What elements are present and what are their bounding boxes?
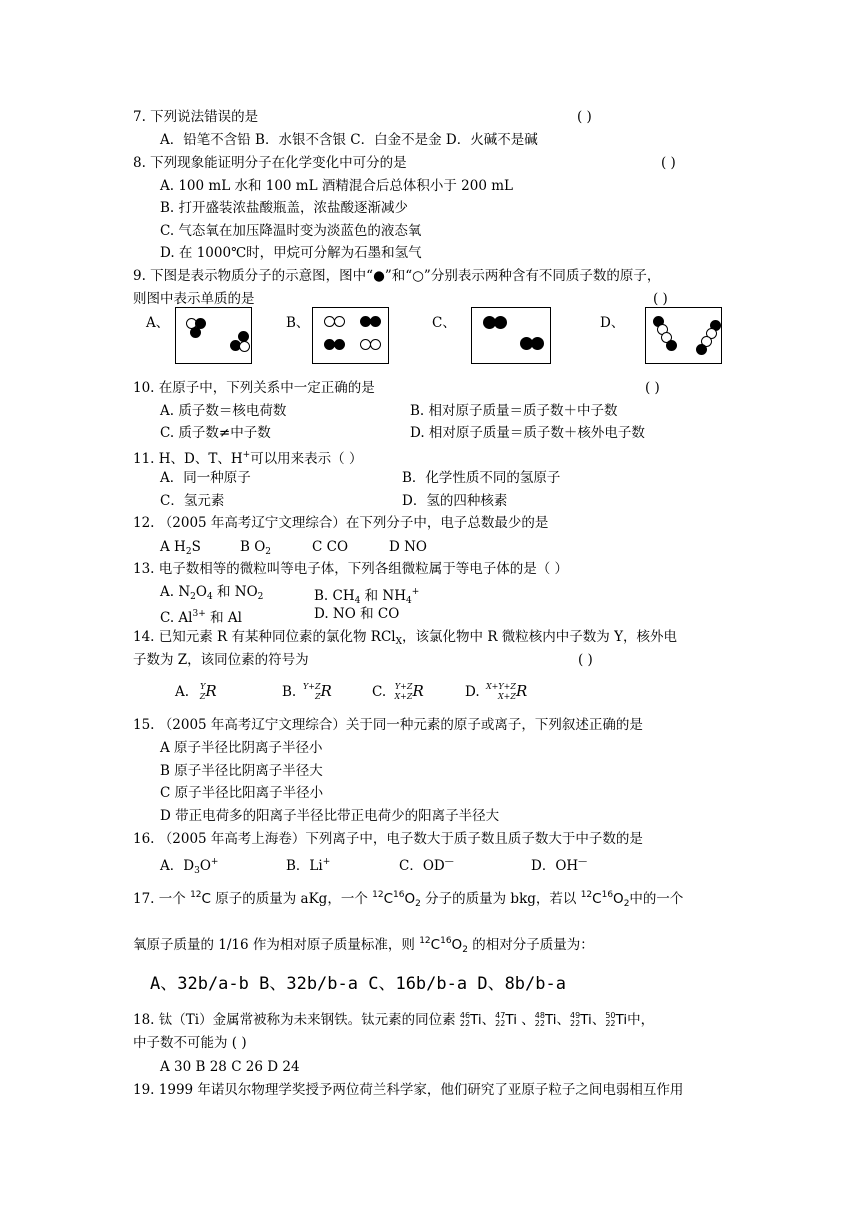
- q14-c-label: C.: [372, 684, 387, 700]
- q14-stem-line2: 子数为 Z，该同位素的符号为: [133, 652, 309, 668]
- q12-b-text: B O: [240, 539, 266, 555]
- filled-atom-icon: [494, 316, 507, 329]
- q16-option-c: [399, 853, 454, 875]
- q14-option-c: [372, 682, 424, 702]
- q16-d-sup: —: [578, 857, 588, 867]
- ti48-isotope: 48 22Ti: [534, 1011, 557, 1028]
- q17-l1-c: 分子的质量为 bkg，若以: [425, 891, 577, 907]
- q14-a-bot: Z: [199, 691, 206, 701]
- q17-l1-a: 17. 一个: [133, 891, 186, 907]
- q14-c-top: Y+Z: [394, 681, 413, 691]
- q14-a-label: A.: [175, 684, 190, 700]
- q8-option-a: A. 100 mL 水和 100 mL 酒精混合后总体积小于 200 mL: [160, 178, 513, 194]
- ti49-isotope: 49 22Ti: [570, 1011, 592, 1028]
- filled-atom-icon: [696, 344, 707, 355]
- q12-option-d: D NO: [389, 539, 427, 555]
- q13-b-sub1: 4: [354, 596, 361, 606]
- ti46-isotope: 46 22Ti: [459, 1011, 482, 1028]
- q13-option-b: B. $CH_4$ 和 $NH_4^+$: [314, 587, 420, 606]
- q8-option-d: D. 在 1000℃时，甲烷可分解为石墨和氢气: [160, 245, 422, 261]
- q14-a-top: Y: [200, 681, 206, 691]
- q14-b-scripts: [301, 681, 321, 702]
- q8-option-c: C. 气态氧在加压降温时变为淡蓝色的液态氧: [160, 223, 422, 239]
- q7-options: A．铅笔不含铅 B．水银不含银 C．白金不是金 D．火碱不是碱: [160, 132, 538, 148]
- q9-diagram-c: [471, 307, 551, 364]
- q8-stem: 8. 下列现象能证明分子在化学变化中可分的是: [133, 155, 407, 171]
- q15-stem: 15. （2005 年高考辽宁文理综合）关于同一种元素的原子或离子，下列叙述正确的是: [133, 717, 643, 733]
- q17-l1-d: 中的一个: [629, 891, 684, 907]
- q13-option-c: C. $Al^{3+}$ 和 Al: [160, 609, 242, 626]
- q12-a-post: S: [191, 539, 201, 555]
- q16-b-sup: +: [322, 857, 331, 867]
- q10-option-d: D. 相对原子质量＝质子数＋核外电子数: [410, 425, 645, 441]
- q16-d-text: D．OH: [531, 858, 579, 874]
- q13-stem: 13. 电子数相等的微粒叫等电子体，下列各组微粒属于等电子体的是（ ）: [133, 561, 569, 577]
- q9-label-a: A、: [146, 315, 170, 331]
- q13-option-a: A. $N_2O_4$ 和 $NO_2$: [160, 584, 264, 602]
- q14-d-bot: X+Z: [497, 691, 516, 701]
- q14-d-label: D.: [465, 684, 480, 700]
- q8-option-b: B. 打开盛装浓盐酸瓶盖，浓盐酸逐渐减少: [160, 200, 409, 216]
- co-molecule-symbol: $^{12}C^{16}O_2$: [580, 890, 630, 909]
- q9-label-d: D、: [600, 315, 625, 331]
- filled-atom-icon: [334, 339, 345, 350]
- q12-option-c: C CO: [312, 539, 349, 555]
- q13-b-text: B. CH: [314, 588, 355, 604]
- q11-stem-text-end: 可以用来表示（ ）: [250, 451, 363, 467]
- filled-atom-icon: [531, 337, 544, 350]
- q16-option-b: [286, 853, 330, 875]
- q18-stem-line1: 18. 钛（Ti）金属常被称为未来钢铁。钛元素的同位素 46 22Ti、47 22Ti 、48 22Ti、49 22Ti、50 22Ti中，: [133, 1011, 655, 1028]
- q14-stem-sub: X: [395, 637, 403, 647]
- q12-a-sub: 2: [185, 547, 192, 557]
- q11-stem-text: 11. H、D、T、H: [133, 451, 243, 467]
- q14-c-scripts: [390, 681, 413, 702]
- q17-l1-b: 原子的质量为 aKg，一个: [215, 891, 368, 907]
- q15-option-a: A 原子半径比阴离子半径小: [160, 740, 323, 756]
- q14-b-symbol: R: [320, 682, 332, 700]
- hollow-atom-icon: [334, 316, 345, 327]
- q14-b-label: B.: [282, 684, 297, 700]
- q14-d-top: X+Y+Z: [485, 681, 516, 691]
- q14-a-scripts: [193, 681, 206, 702]
- q9-stem-line2: 则图中表示单质的是: [133, 291, 255, 307]
- filled-atom-icon: [370, 316, 381, 327]
- q14-a-symbol: R: [205, 682, 217, 700]
- ti47-isotope: 47 22Ti: [495, 1011, 517, 1028]
- q16-a-text: A．D: [160, 858, 195, 874]
- q18-options: A 30 B 28 C 26 D 24: [160, 1059, 300, 1075]
- q17-line1: [133, 886, 683, 913]
- q8-answer-paren: ( ): [661, 155, 676, 171]
- q9-label-c: C、: [432, 315, 456, 331]
- q14-c-symbol: R: [412, 682, 424, 700]
- q7-stem: 7. 下列说法错误的是: [133, 109, 259, 125]
- q13-option-d: D. NO 和 CO: [314, 606, 400, 622]
- q18-answer-paren: ( ): [231, 1035, 247, 1051]
- q13-c-text: C. Al: [160, 610, 193, 626]
- q14-c-bot: X+Z: [394, 691, 413, 701]
- q16-c-sup: —: [444, 857, 454, 867]
- q18-stem-b: 中，: [627, 1012, 655, 1028]
- q9-diagram-d: [645, 307, 722, 364]
- q17-l2-a: 氧原子质量的 1/16 作为相对原子质量标准，则: [133, 937, 415, 953]
- q14-option-d: [465, 682, 527, 702]
- c12-symbol: $^{12}$C: [190, 890, 211, 907]
- q14-stem-text: 14. 已知元素 R 有某种同位素的氯化物 RCl: [133, 629, 396, 645]
- q13-b-sup: +: [411, 587, 420, 597]
- q11-option-b: B．化学性质不同的氢原子: [402, 470, 561, 486]
- q9-stem-line1: 9. 下图是表示物质分子的示意图，图中“●”和“○”分别表示两种含有不同质子数的原子，: [133, 268, 661, 284]
- q14-option-b: [282, 682, 332, 702]
- q9-answer-paren: ( ): [653, 291, 668, 307]
- q15-option-b: B 原子半径比阴离子半径大: [160, 763, 323, 779]
- q16-option-d: [531, 853, 587, 875]
- q19-stem: 19. 1999 年诺贝尔物理学奖授予两位荷兰科学家，他们研究了亚原子粒子之间电弱相互作用: [133, 1082, 684, 1098]
- q12-option-a: [160, 538, 201, 561]
- q15-option-c: C 原子半径比阳离子半径小: [160, 785, 324, 801]
- co-molecule-symbol: $^{12}C^{16}O_2$: [372, 890, 421, 909]
- q14-b-bot: Z: [314, 691, 321, 701]
- q16-b-text: B．Li: [286, 858, 323, 874]
- q13-a-sub1: 2: [190, 592, 196, 602]
- q16-option-a: A．$D_3O^+$: [160, 857, 219, 876]
- q11-stem-sup: +: [242, 450, 251, 460]
- q12-option-b: [240, 538, 271, 561]
- q13-c-sup: 3+: [192, 609, 206, 619]
- q18-stem2: 中子数不可能为: [133, 1035, 228, 1051]
- q13-a-sub3: 2: [257, 592, 264, 602]
- q15-option-d: D 带正电荷多的阳离子半径比带正电荷少的阳离子半径大: [160, 808, 500, 824]
- q17-options: A、32b/a-b B、32b/b-a C、16b/b-a D、8b/b-a: [150, 974, 566, 994]
- q11-stem: [133, 446, 362, 468]
- q12-b-sub: 2: [265, 547, 272, 557]
- q16-a-sub: 3: [194, 866, 200, 876]
- q11-option-a: A．同一种原子: [160, 470, 251, 486]
- q9-diagram-a: [175, 307, 252, 364]
- q10-option-b: B. 相对原子质量＝质子数＋中子数: [410, 403, 618, 419]
- q14-answer-paren: ( ): [578, 652, 593, 668]
- hollow-atom-icon: [370, 339, 381, 350]
- hollow-atom-icon: [239, 341, 250, 352]
- q7-answer-paren: ( ): [577, 109, 592, 125]
- q14-b-top: Y+Z: [302, 681, 321, 691]
- q9-diagram-b: [312, 307, 389, 364]
- q14-option-a: [175, 682, 217, 702]
- q17-l2-b: 的相对分子质量为：: [472, 937, 594, 953]
- co-molecule-symbol: $^{12}C^{16}O_2$: [419, 936, 468, 955]
- q16-a-sup: +: [210, 857, 219, 867]
- q10-option-c: C. 质子数≠中子数: [160, 425, 271, 441]
- q10-answer-paren: ( ): [645, 380, 660, 396]
- q12-a-text: A H: [160, 539, 186, 555]
- q13-b-sub2: 4: [406, 596, 412, 606]
- q16-stem: 16. （2005 年高考上海卷）下列离子中，电子数大于质子数且质子数大于中子数的是: [133, 831, 643, 847]
- q18-stem-line2: [133, 1034, 247, 1052]
- q14-d-symbol: R: [515, 682, 528, 700]
- q13-a-sub2: 4: [206, 592, 213, 602]
- q10-stem: 10. 在原子中，下列关系中一定正确的是: [133, 380, 375, 396]
- q14-d-scripts: [484, 681, 516, 702]
- q14-stem-line1: [133, 628, 677, 651]
- ti50-isotope: 50 22Ti: [605, 1011, 628, 1028]
- q17-line2: [133, 932, 594, 959]
- filled-atom-icon: [666, 340, 677, 351]
- filled-atom-icon: [190, 327, 201, 338]
- q11-option-d: D．氢的四种核素: [402, 493, 508, 509]
- q11-option-c: C．氢元素: [160, 493, 225, 509]
- q12-stem: 12. （2005 年高考辽宁文理综合）在下列分子中，电子总数最少的是: [133, 515, 549, 531]
- q10-option-a: A. 质子数＝核电荷数: [160, 403, 287, 419]
- q18-stem-a: 18. 钛（Ti）金属常被称为未来钢铁。钛元素的同位素: [133, 1012, 456, 1028]
- q14-stem-post: ，该氯化物中 R 微粒核内中子数为 Y，核外电: [402, 629, 677, 645]
- q9-label-b: B、: [286, 315, 310, 331]
- q13-a-text: A. N: [160, 584, 191, 600]
- q16-c-text: C．OD: [399, 858, 445, 874]
